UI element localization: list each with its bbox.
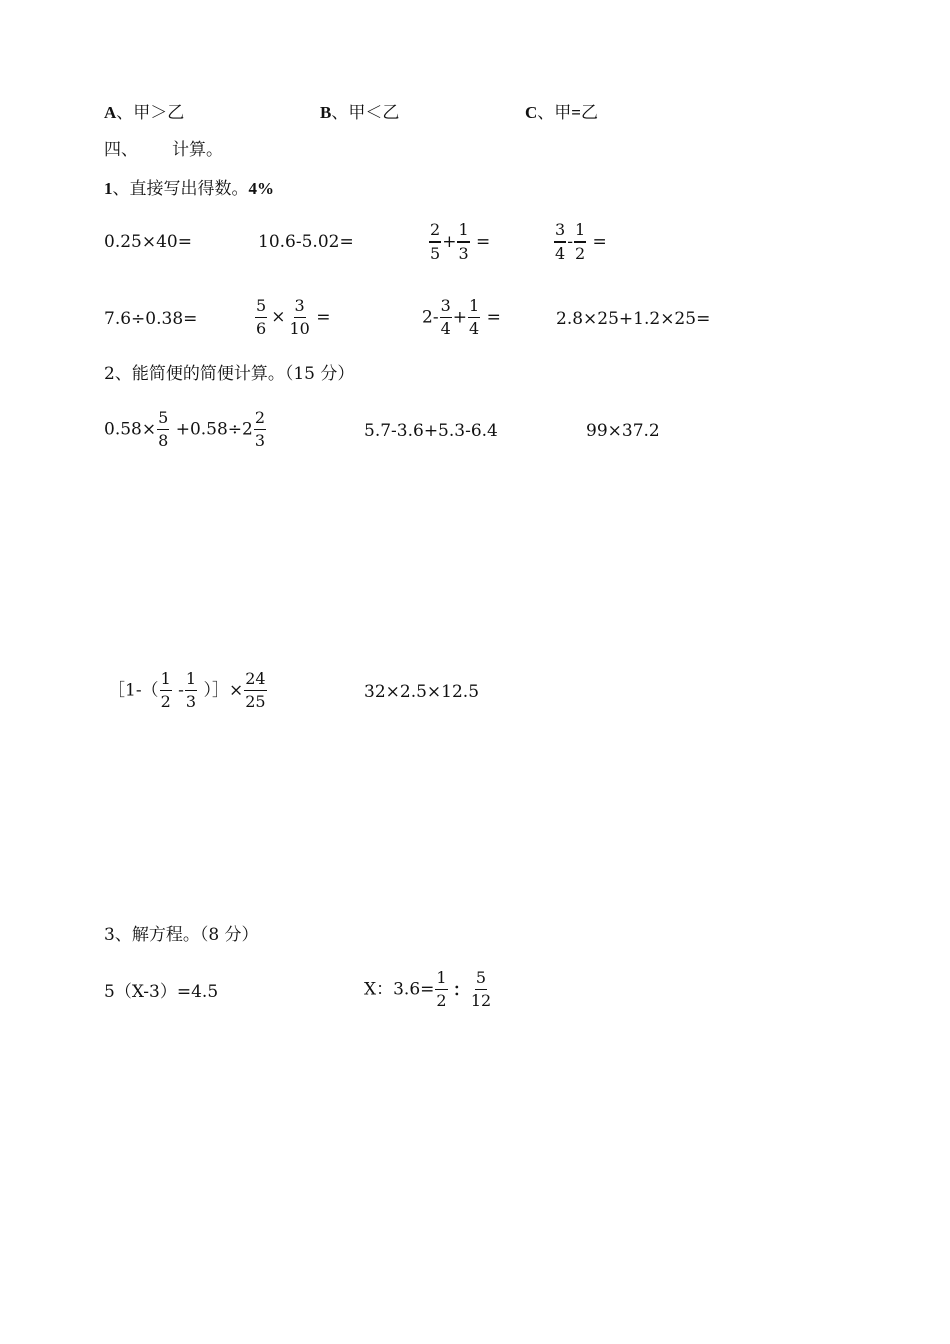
q1-title [104,180,274,198]
fraction: $\frac{2}{3}$ [254,408,266,450]
option-c [525,104,598,122]
option-a [104,104,184,122]
q1-r1-e1: 0.25×40= [104,232,192,252]
q1-r1-e3: $\frac{2}{5}$ + $\frac{1}{3}$ = [430,220,491,263]
option-c-text: 、甲 [537,103,572,123]
q2-e1: 0.58× $\frac{5}{8}$ +0.58÷2 $\frac{2}{3}$ [104,408,266,450]
fraction: $\frac{1}{2}$ [436,968,447,1010]
fraction: $\frac{24}{25}$ [245,669,266,711]
section-4-number: 四、 [104,140,138,160]
fraction: $\frac{1}{3}$ [185,669,197,711]
option-a-text: 、甲＞乙 [116,103,185,123]
fraction: $\frac{1}{2}$ [574,220,586,263]
option-c-equals: = [571,103,581,122]
option-b [320,104,399,122]
q2-e5: 32×2.5×12.5 [364,682,480,702]
option-c-tail: 乙 [580,103,598,123]
q1-number: 1 [104,179,113,198]
q3-e1: 5（X-3）=4.5 [104,982,219,1002]
q1-r2-e3: 2- $\frac{3}{4}$ + $\frac{1}{4}$ = [422,296,501,338]
q3-e2: X：3.6= $\frac{1}{2}$ ： $\frac{5}{12}$ [364,968,492,1010]
fraction: $\frac{2}{5}$ [430,220,441,263]
option-a-letter: A [104,103,117,122]
fraction: $\frac{1}{3}$ [458,220,469,263]
option-c-letter: C [525,103,538,122]
q1-title-percent: 4% [248,179,274,198]
section-4-title: 计算。 [172,140,223,160]
q1-r2-e2: $\frac{5}{6}$ × $\frac{3}{10}$ = [256,296,331,338]
q2-e2: 5.7-3.6+5.3-6.4 [364,421,498,441]
q1-r1-e4: $\frac{3}{4}$ - $\frac{1}{2}$ = [555,220,607,263]
fraction: $\frac{3}{4}$ [555,220,566,263]
fraction: $\frac{5}{12}$ [470,968,492,1010]
q3-title: 3、解方程。（8 分） [104,925,259,945]
q1-r1-e2: 10.6-5.02= [258,232,354,252]
fraction: $\frac{5}{8}$ [158,408,169,450]
fraction: $\frac{1}{2}$ [160,669,171,711]
fraction: $\frac{5}{6}$ [256,296,267,338]
q2-e4: ［1-（ $\frac{1}{2}$ - $\frac{1}{3}$ ）］× $\frac{24}{25}$ [108,669,266,711]
option-b-text: 、甲＜乙 [331,103,400,123]
q2-title: 2、能简便的简便计算。（15 分） [104,364,355,384]
fraction: $\frac{3}{4}$ [440,296,451,338]
q1-r2-e1: 7.6÷0.38= [104,309,198,329]
fraction: $\frac{3}{10}$ [289,296,310,338]
option-b-letter: B [320,103,332,122]
fraction: $\frac{1}{4}$ [469,296,480,338]
q1-r2-e4: 2.8×25+1.2×25= [556,309,711,329]
q1-title-text: 、直接写出得数。 [112,179,249,199]
q2-e3: 99×37.2 [586,421,660,441]
